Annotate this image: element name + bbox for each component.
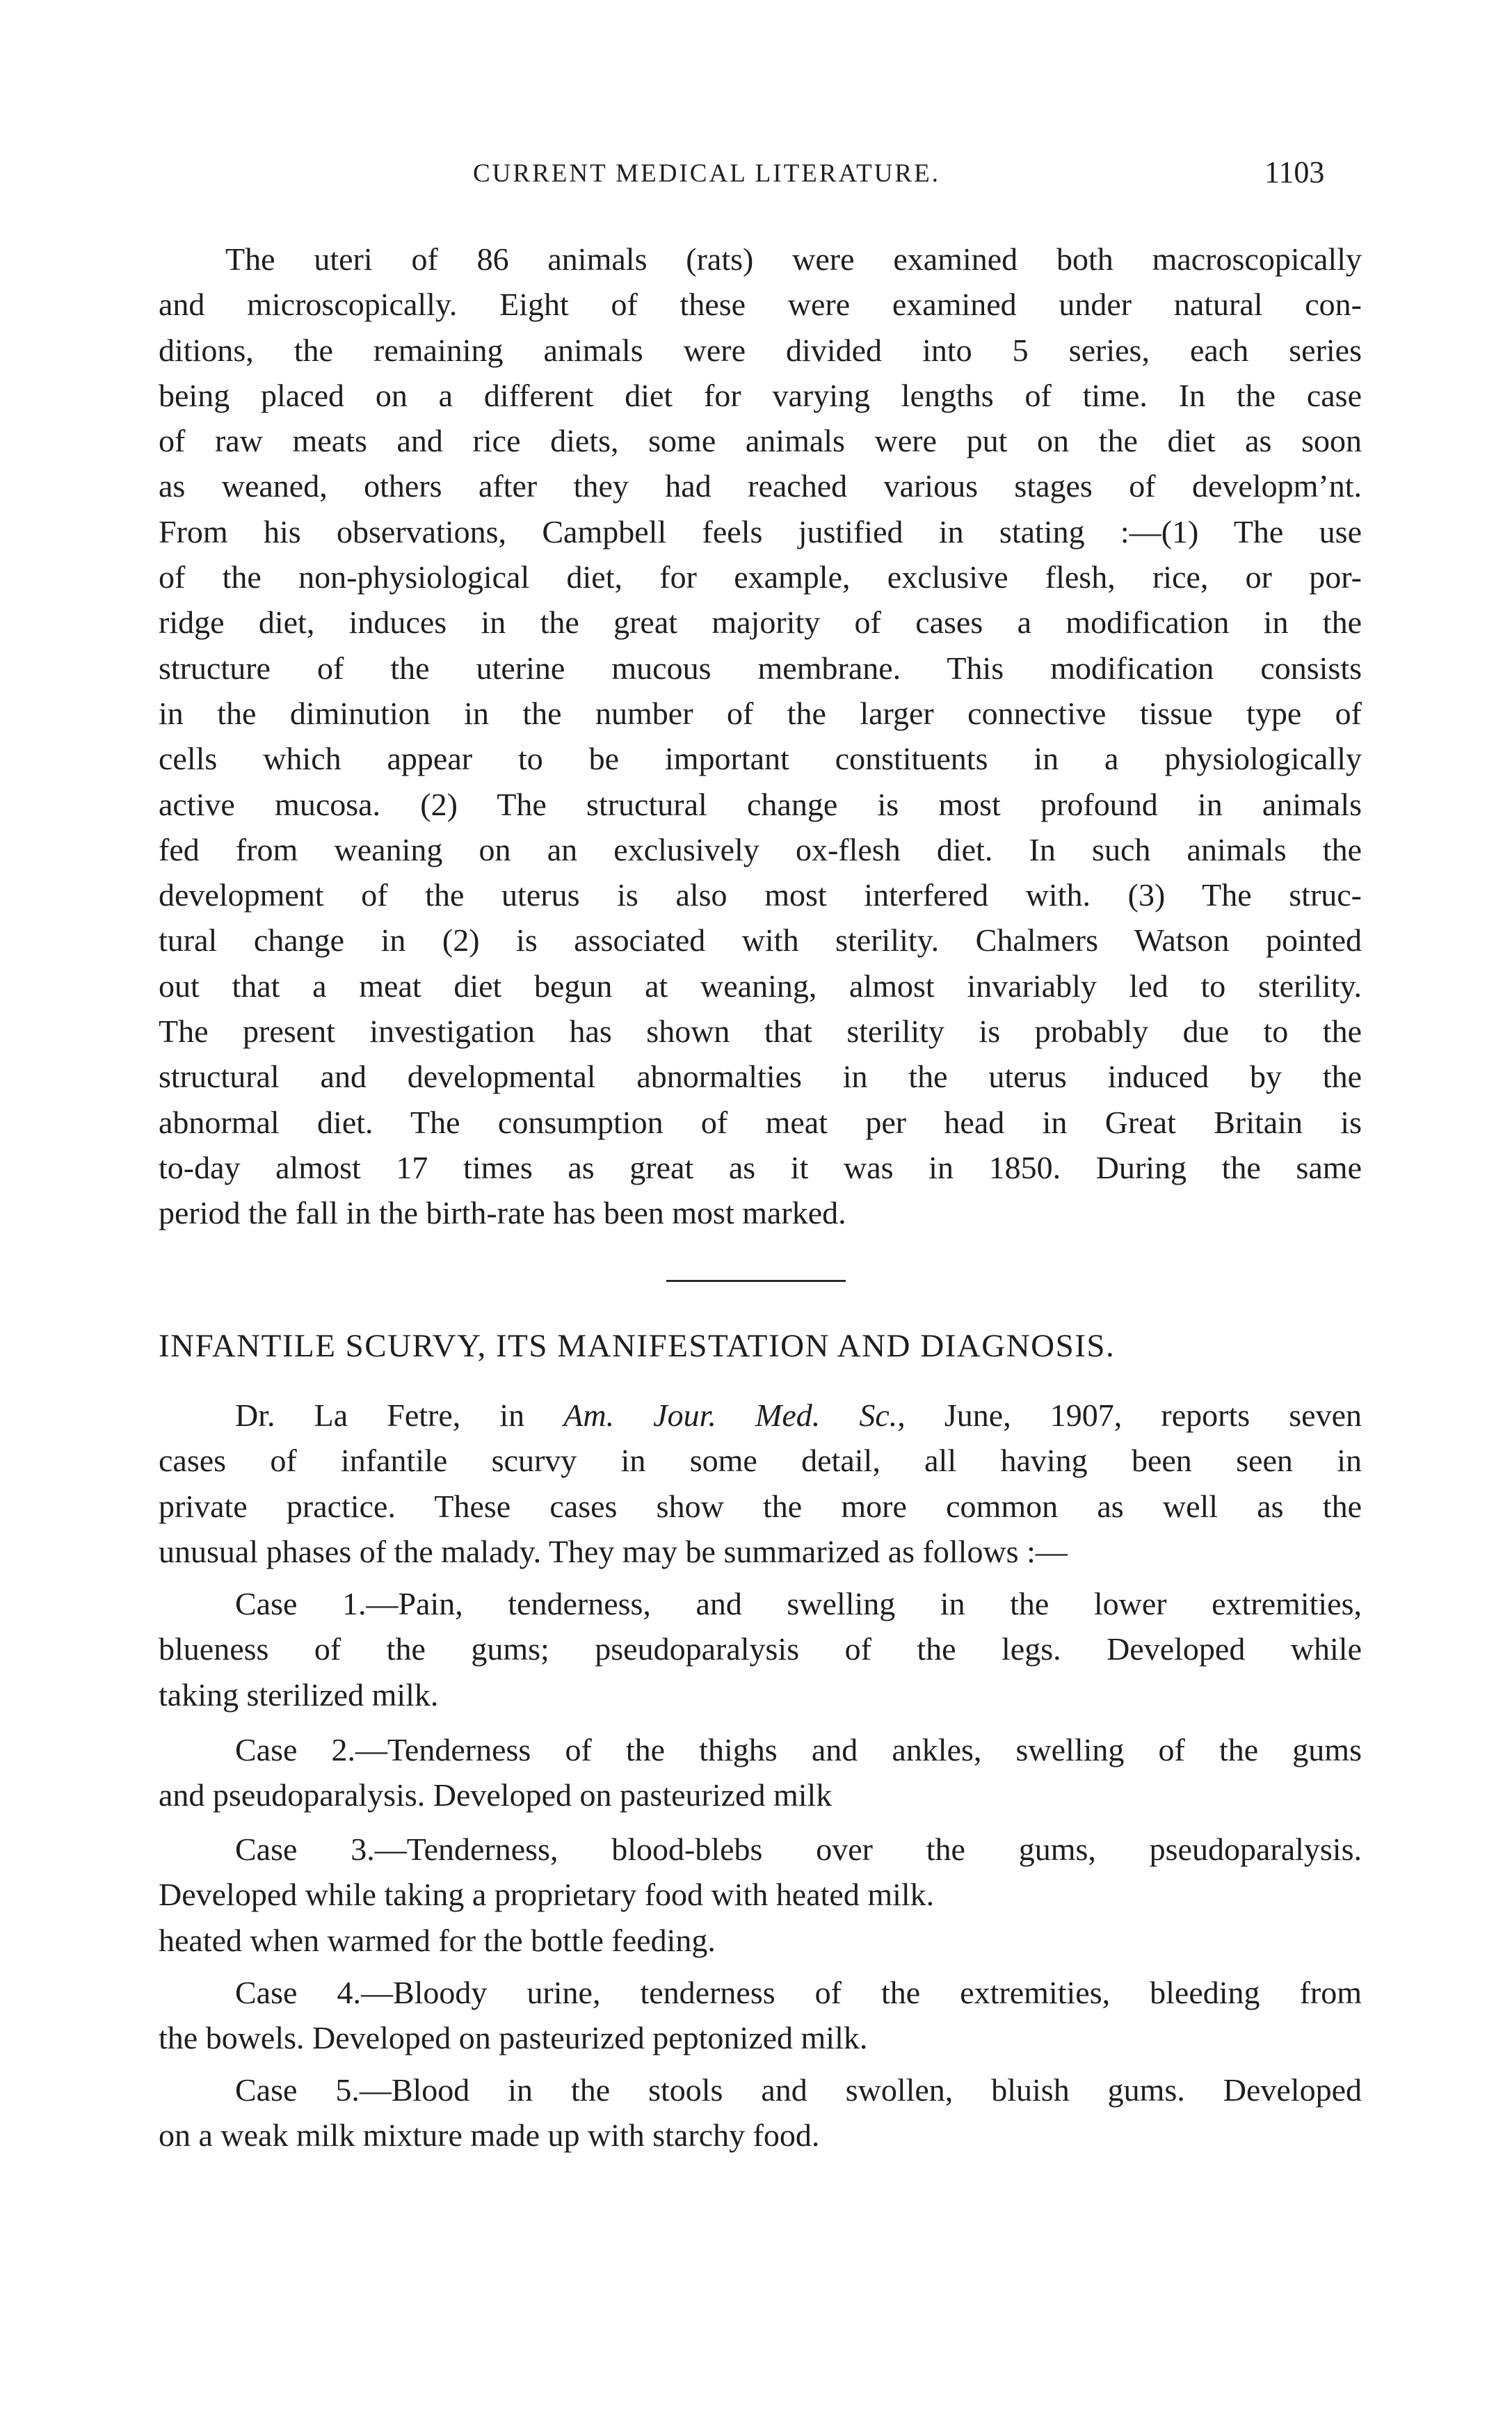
paragraph-rat-uteri-study	[159, 237, 1362, 1236]
text-line: and pseudoparalysis. Developed on pasteurized milk	[159, 1777, 833, 1813]
text-line: heated when warmed for the bottle feeding.	[159, 1922, 716, 1958]
text-line: period the fall in the birth-rate has been most marked.	[159, 1195, 846, 1231]
case-entry-1	[159, 1581, 1362, 1717]
text-line: of raw meats and rice diets, some animals were put on the diet as soon	[159, 423, 1362, 459]
text-line: Case 3.—Tenderness, blood-blebs over the gums, pseudoparalysis.	[235, 1831, 1362, 1867]
text-line: ditions, the remaining animals were divided into 5 series, each series	[159, 332, 1362, 368]
running-head: CURRENT MEDICAL LITERATURE.	[473, 159, 940, 188]
case-entry-4	[159, 1970, 1362, 2061]
text-line: Case 2.—Tenderness of the thighs and ankles, swelling of the gums	[235, 1732, 1362, 1767]
text-line: structure of the uterine mucous membrane. This modification consists	[159, 650, 1362, 686]
text-line: Case 4.—Bloody urine, tenderness of the extremities, bleeding from	[235, 1975, 1362, 2010]
text-line: abnormal diet. The consumption of meat per head in Great Britain is	[159, 1104, 1362, 1140]
text-line: on a weak milk mixture made up with starchy food.	[159, 2117, 820, 2154]
section-heading: INFANTILE SCURVY, ITS MANIFESTATION AND DIAGNOSIS.	[159, 1328, 1116, 1364]
section-divider-rule	[666, 1280, 846, 1282]
text-line: ridge diet, induces in the great majority of cases a modification in the	[159, 604, 1362, 641]
text-line: being placed on a different diet for varying lengths of time. In the case	[159, 377, 1362, 413]
text-line: as weaned, others after they had reached various stages of developm’nt.	[159, 468, 1362, 504]
text-line: development of the uterus is also most interfered with. (3) The struc-	[159, 877, 1362, 913]
case-entry-2	[159, 1727, 1362, 1818]
page-number: 1103	[1264, 155, 1325, 189]
text-fragment: June, 1907, reports seven	[905, 1397, 1362, 1433]
text-line: From his observations, Campbell feels justified in stating :—(1) The use	[159, 513, 1362, 550]
text-line: taking sterilized milk.	[159, 1676, 439, 1713]
text-line: The present investigation has shown that sterility is probably due to the	[159, 1013, 1362, 1050]
text-line: private practice. These cases show the more common as well as the	[159, 1488, 1362, 1524]
text-line: active mucosa. (2) The structural change is most profound in animals	[159, 786, 1362, 822]
text-line: unusual phases of the malady. They may be summarized as follows :—	[159, 1533, 1068, 1569]
text-line: The uteri of 86 animals (rats) were examined both macroscopically	[225, 241, 1362, 277]
text-line: tural change in (2) is associated with sterility. Chalmers Watson pointed	[159, 922, 1362, 959]
text-line: blueness of the gums; pseudoparalysis of the legs. Developed while	[159, 1631, 1362, 1667]
paragraph-la-fetre-report	[159, 1393, 1362, 1574]
text-line: Case 5.—Blood in the stools and swollen, bluish gums. Developed	[235, 2072, 1362, 2108]
case-entry-5	[159, 2067, 1362, 2158]
text-line: of the non-physiological diet, for example, exclusive flesh, rice, or por-	[159, 559, 1362, 595]
text-line: structural and developmental abnormalties in the uterus induced by the	[159, 1059, 1362, 1095]
text-line: Case 1.—Pain, tenderness, and swelling in the lower extremities,	[235, 1586, 1362, 1621]
text-fragment: Dr. La Fetre, in	[235, 1397, 564, 1433]
text-line	[159, 1393, 1362, 1438]
text-line: cells which appear to be important constituents in a physiologically	[159, 741, 1362, 777]
text-line: fed from weaning on an exclusively ox-flesh diet. In such animals the	[159, 831, 1362, 867]
case-entry-3	[159, 1827, 1362, 1963]
text-line: cases of infantile scurvy in some detail, all having been seen in	[159, 1443, 1362, 1479]
journal-citation: Am. Jour. Med. Sc.,	[563, 1397, 906, 1433]
text-line: the bowels. Developed on pasteurized peptonized milk.	[159, 2020, 868, 2056]
text-line: in the diminution in the number of the larger connective tissue type of	[159, 695, 1362, 731]
text-line: to-day almost 17 times as great as it was in 1850. During the same	[159, 1149, 1362, 1185]
text-line: out that a meat diet begun at weaning, almost invariably led to sterility.	[159, 968, 1362, 1004]
text-line: and microscopically. Eight of these were examined under natural con-	[159, 287, 1362, 323]
text-line: Developed while taking a proprietary food with heated milk.	[159, 1877, 935, 1913]
